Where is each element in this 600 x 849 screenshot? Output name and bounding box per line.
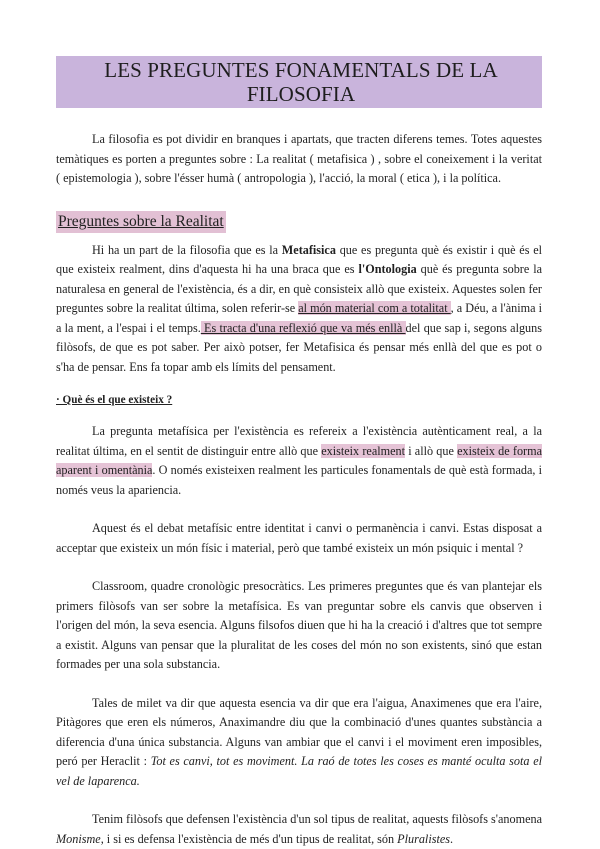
metafisica-term: Metafisica — [281, 242, 336, 257]
metafisica-text-2: que es pregunta què és existir i què és el que existeix realment, dins d'aquesta hi ha una braca que es — [56, 242, 542, 276]
monisme-term: Monisme — [56, 831, 101, 846]
metafisica-text-1: Hi ha un part de la filosofia que es la — [92, 242, 282, 257]
debat-paragraph: Aquest és el debat metafísic entre identitat i canvi o permanència i canvi. Estas disposat a acceptar que existeix un món físic i material, però que també existeix un món psiquic i mental ? — [56, 521, 542, 555]
highlight-mon-material: al món material com a totalitat — [298, 301, 451, 315]
existencia-text-3: . O només existeixen realment les particules fonamentals de què està formada, i només veus la apariencia. — [56, 463, 542, 497]
existencia-text-1: La pregunta metafísica per l'existència es refereix a l'existència autènticament real, a la realitat última, en el sentit de distinguir entre allò que — [56, 424, 542, 458]
pluralistes-term: Pluralistes — [397, 831, 450, 846]
monisme-text-1: Tenim filòsofs que defensen l'existència d'un sol tipus de realitat, aquests filòsofs s'anomena — [92, 812, 542, 826]
monisme-text-3: . — [450, 831, 454, 846]
ontologia-term: l'Ontologia — [358, 262, 417, 276]
document-page — [56, 56, 542, 849]
metafisica-text-4: , a Déu, a l'ànima i a la ment, a l'espai i el temps. — [56, 301, 542, 335]
title-wrap — [56, 56, 542, 108]
intro-paragraph: La filosofia es pot dividir en branques i apartats, que tracten diferens temes. Totes aquestes temàtiques es porten a preguntes sobre : La realitat ( metafisica ) , sobre el coneixement i la veritat ( epistemologia ), sobre l'ésser humà ( antropologia ), l'acció, la moral ( etica ), i la política. — [56, 132, 542, 185]
tales-text-1: Tales de milet va dir que aquesta esencia va dir que era l'aigua, Anaximenes que era l'aire, Pitàgores que eren els números, Anaximandre diu que la combinació d'unes quantes substància a diferencia d'una única substancia. Alguns van ambiar que el canvi i el moviment eren imposibles, peró per Heraclit : — [56, 695, 542, 768]
metafisica-text-3: què és pregunta sobre la naturalesa en general de l'existència, és a dir, en què consisteix allò que existeix. Aquestes solen fer preguntes sobre la realitat última, solen referir-se — [56, 262, 542, 315]
section-heading: Preguntes sobre la Realitat — [56, 211, 226, 233]
metafisica-text-5: del que sap i, segons alguns filòsofs, de que es pot saber. Per això potser, fer Metafisica és pensar més enllà del que es pot o s'ha de pensar. Ens fa topar amb els límits del pensament. — [56, 320, 542, 374]
highlight-reflexio: Es tracta d'una reflexió que va més enllà — [200, 320, 406, 335]
heraclit-quote: Tot es canvi, tot es moviment. La raó de totes les coses es manté oculta sota el vel de laparenca. — [56, 754, 542, 788]
highlight-existeix-realment: existeix realment — [321, 443, 405, 458]
sub-heading: · Què és el que existeix ? — [56, 394, 173, 406]
tales-paragraph — [56, 694, 542, 792]
classroom-paragraph: Classroom, quadre cronològic presocràtics. Les primeres preguntes que és van plantejar els primers filòsofs van ser sobre la metafísica. Es van preguntar sobre els canvis que observen i l'origen del món, la seva esencia. Alguns filsofos diuen que hi ha la creació i d'altres que tot sempre a existit. Alguns van pensar que la pluralitat de les coses del món no son existents, sinó que estan formades per una sola substancia. — [56, 579, 542, 671]
highlight-forma-aparent: existeix de forma aparent i omentània — [56, 443, 542, 477]
metafisica-paragraph — [56, 241, 542, 378]
page-title: LES PREGUNTES FONAMENTALS DE LA FILOSOFIA — [56, 56, 542, 108]
monisme-paragraph — [56, 810, 542, 849]
monisme-text-2: , i si es defensa l'existència de més d'un tipus de realitat, són — [100, 831, 398, 846]
existencia-paragraph — [56, 422, 542, 500]
section-heading-wrap — [56, 189, 542, 233]
existencia-text-2: i allò que — [404, 443, 458, 458]
